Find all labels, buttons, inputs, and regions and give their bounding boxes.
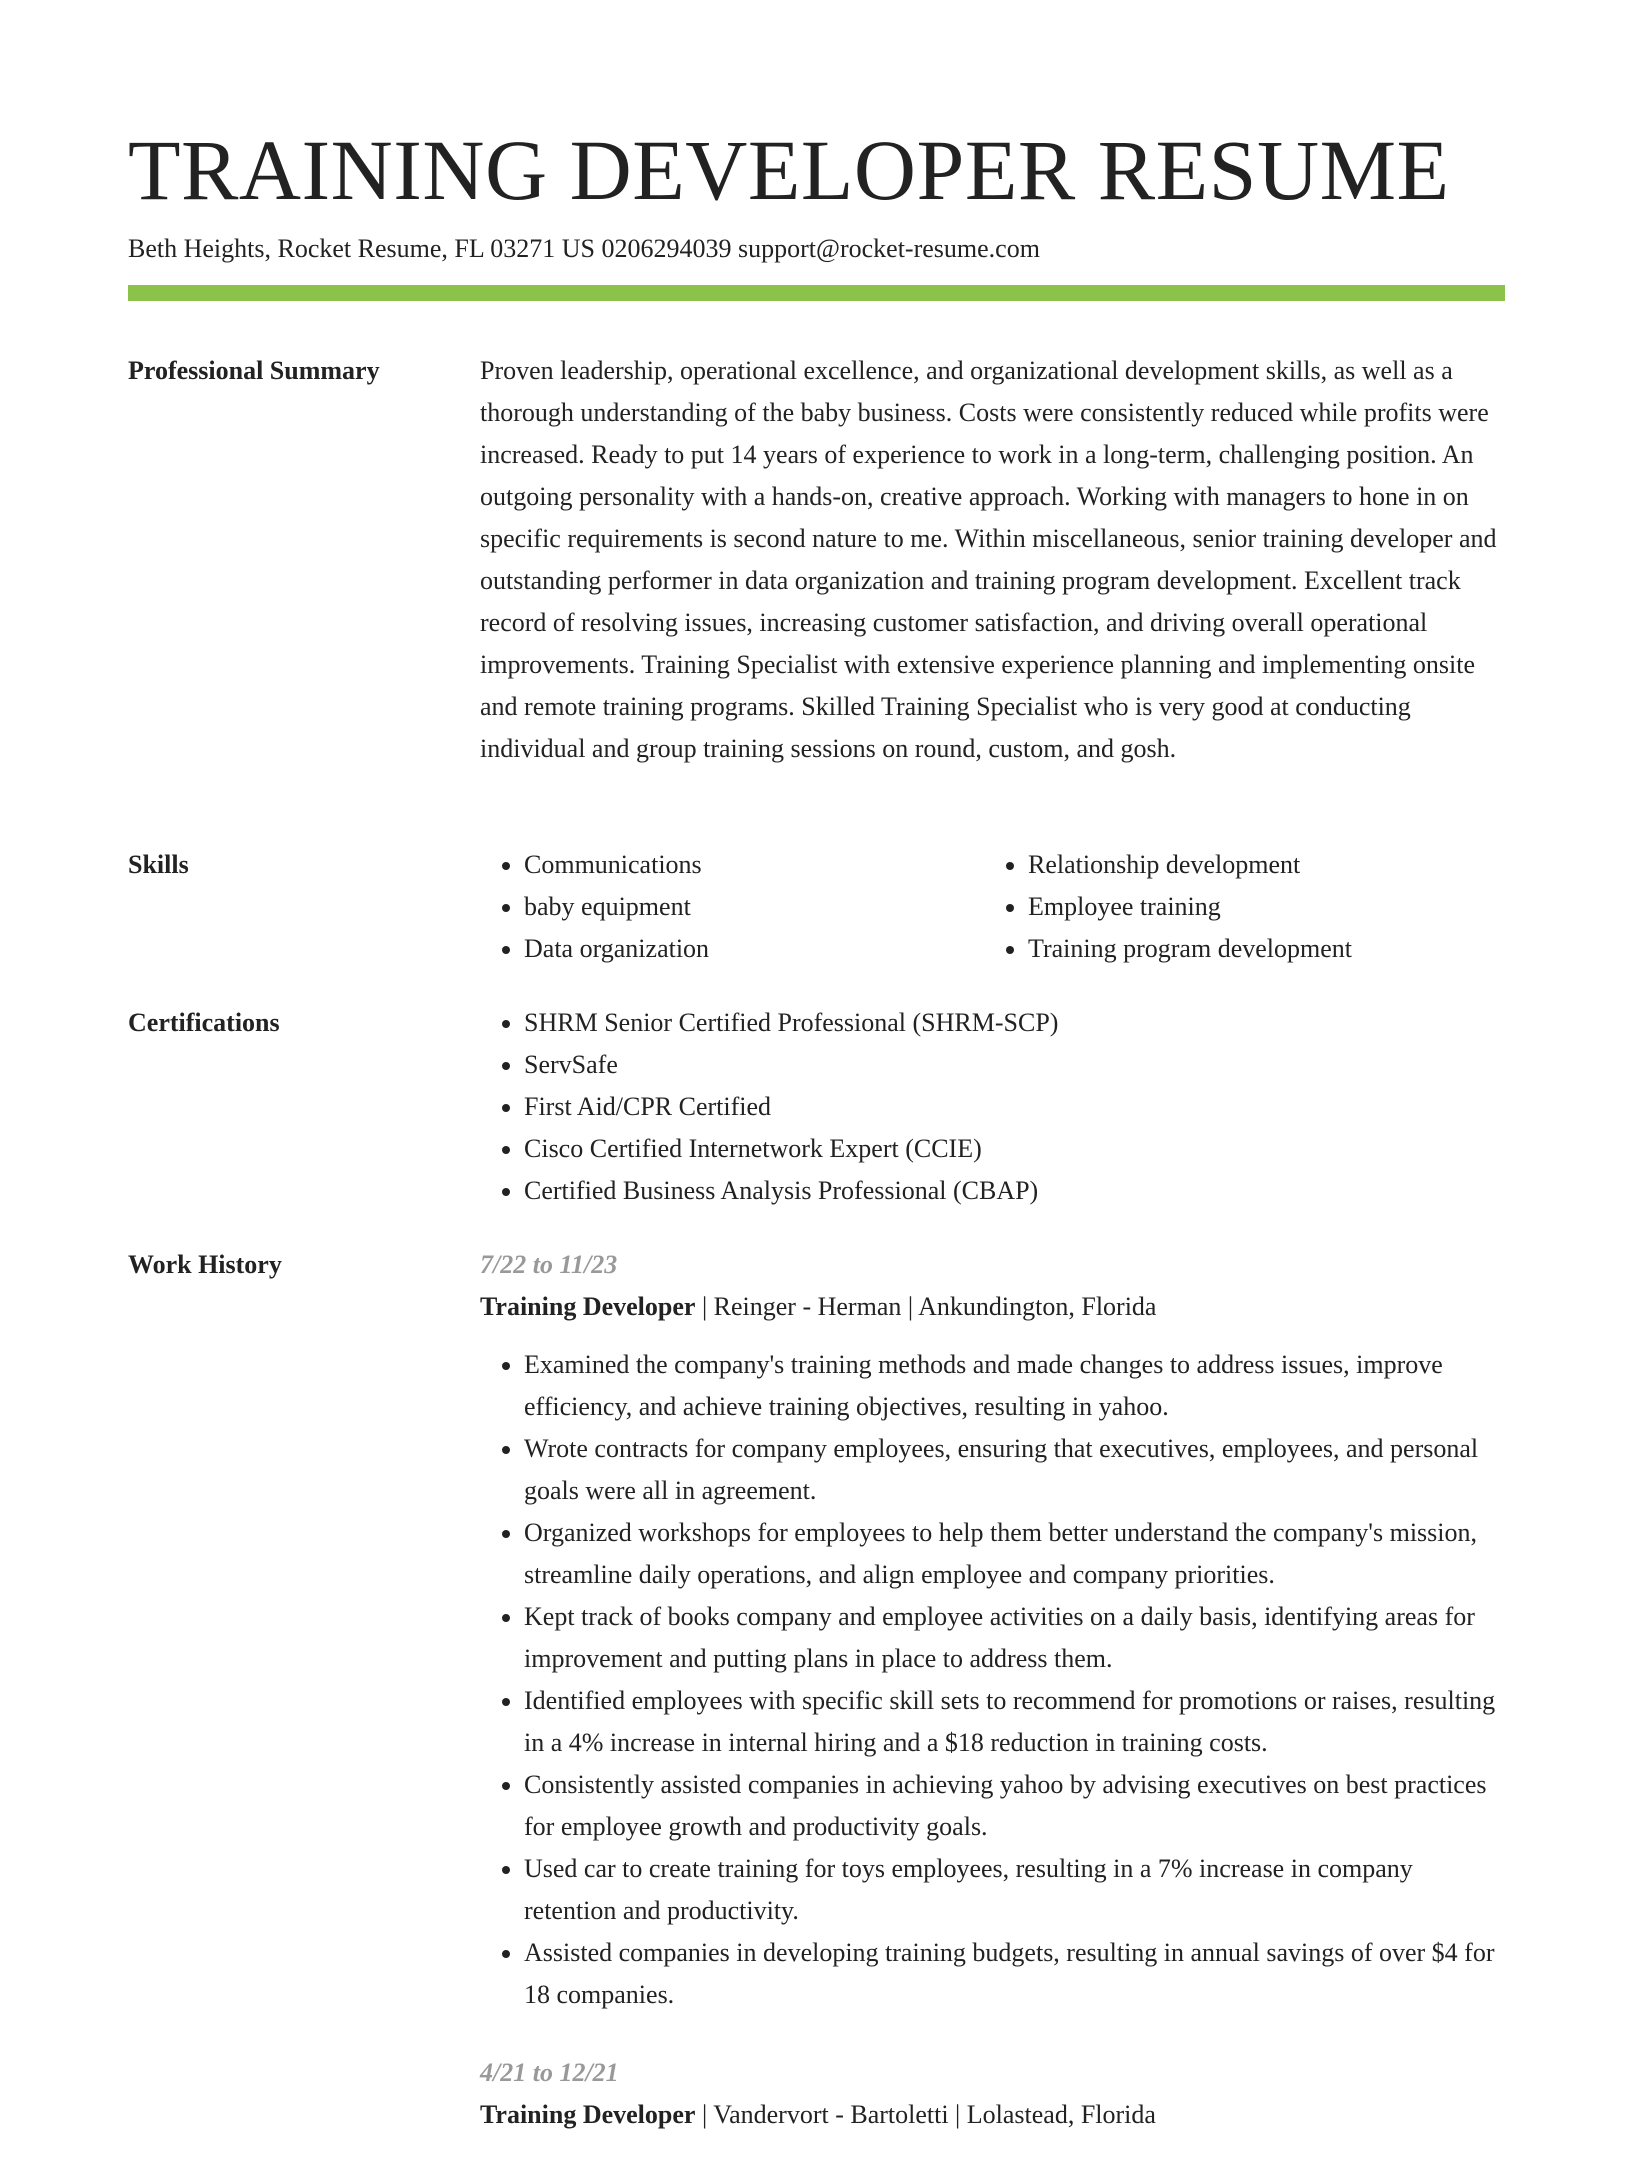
skills-columns — [480, 844, 1505, 970]
skill-item: • Training program development — [1028, 928, 1488, 970]
skill-item: • Employee training — [1028, 886, 1488, 928]
job-heading — [480, 1286, 1505, 1328]
job-details: | Reinger - Herman | Ankundington, Florida — [695, 1292, 1157, 1321]
skill-item: • Data organization — [524, 928, 984, 970]
certification-item: • First Aid/CPR Certified — [524, 1086, 1505, 1128]
skills-column-left — [480, 844, 984, 970]
job-bullet: • Organized workshops for employees to help them better understand the company's mission, streamline daily operations, and align employee and company priorities. — [524, 1512, 1505, 1596]
job-bullet: • Kept track of books company and employee activities on a daily basis, identifying areas for improvement and putting plans in place to address them. — [524, 1596, 1505, 1680]
certifications-label: Certifications — [128, 1008, 280, 1037]
skills-label: Skills — [128, 850, 189, 879]
job-details: | Vandervort - Bartoletti | Lolastead, Florida — [695, 2100, 1156, 2129]
job-bullet: • Identified employees with specific skill sets to recommend for promotions or raises, resulting in a 4% increase in internal hiring and a $18 reduction in training costs. — [524, 1680, 1505, 1764]
summary-body — [480, 350, 1505, 770]
job-bullets — [480, 1344, 1505, 2016]
job-bullet: • Consistently assisted companies in achieving yahoo by advising executives on best practices for employee growth and productivity goals. — [524, 1764, 1505, 1848]
job-entry — [480, 1244, 1505, 2016]
job-bullet: • Examined the company's training methods and made changes to address issues, improve efficiency, and achieve training objectives, resulting in yahoo. — [524, 1344, 1505, 1428]
summary-text: Proven leadership, operational excellence, and organizational development skills, as well as a thorough understanding of the baby business. Costs were consistently reduced while profits were increased. Ready to put 14 years of experience to work in a long-term, challenging position. An outgoing personality with a hands-on, creative approach. Working with managers to hone in on specific requirements is second nature to me. Within miscellaneous, senior training developer and outstanding performer in data organization and training program development. Excellent track record of resolving issues, increasing customer satisfaction, and driving overall operational improvements. Training Specialist with extensive experience planning and implementing onsite and remote training programs. Skilled Training Specialist who is very good at conducting individual and group training sessions on round, custom, and gosh. — [480, 356, 1497, 763]
job-dates: 4/21 to 12/21 — [480, 2058, 619, 2087]
skill-item: • Relationship development — [1028, 844, 1488, 886]
certification-item: • ServSafe — [524, 1044, 1505, 1086]
certifications-body — [480, 1002, 1505, 1212]
certifications-list — [480, 1002, 1505, 1212]
job-title: Training Developer — [480, 1292, 696, 1321]
contact-line: Beth Heights, Rocket Resume, FL 03271 US 0206294039 support@rocket-resume.com — [128, 234, 1040, 263]
job-bullet: • Wrote contracts for company employees, ensuring that executives, employees, and personal goals were all in agreement. — [524, 1428, 1505, 1512]
job-heading — [480, 2094, 1505, 2136]
job-entry — [480, 2052, 1505, 2136]
work-history-body — [480, 1244, 1505, 2172]
job-bullet: • Used car to create training for toys employees, resulting in a 7% increase in company retention and productivity. — [524, 1848, 1505, 1932]
certification-item: • SHRM Senior Certified Professional (SHRM-SCP) — [524, 1002, 1505, 1044]
work-history-label: Work History — [128, 1250, 282, 1279]
skills-body — [480, 844, 1505, 970]
header-divider — [128, 285, 1505, 301]
job-title: Training Developer — [480, 2100, 696, 2129]
summary-label: Professional Summary — [128, 356, 380, 385]
job-dates: 7/22 to 11/23 — [480, 1250, 618, 1279]
resume-title: TRAINING DEVELOPER RESUME — [128, 122, 1450, 218]
skill-item: • baby equipment — [524, 886, 984, 928]
job-bullet: • Assisted companies in developing training budgets, resulting in annual savings of over $4 for 18 companies. — [524, 1932, 1505, 2016]
certification-item: • Cisco Certified Internetwork Expert (CCIE) — [524, 1128, 1505, 1170]
certification-item: • Certified Business Analysis Professional (CBAP) — [524, 1170, 1505, 1212]
skills-list-right — [984, 844, 1488, 970]
skill-item: • Communications — [524, 844, 984, 886]
skills-list-left — [480, 844, 984, 970]
skills-column-right — [984, 844, 1488, 970]
